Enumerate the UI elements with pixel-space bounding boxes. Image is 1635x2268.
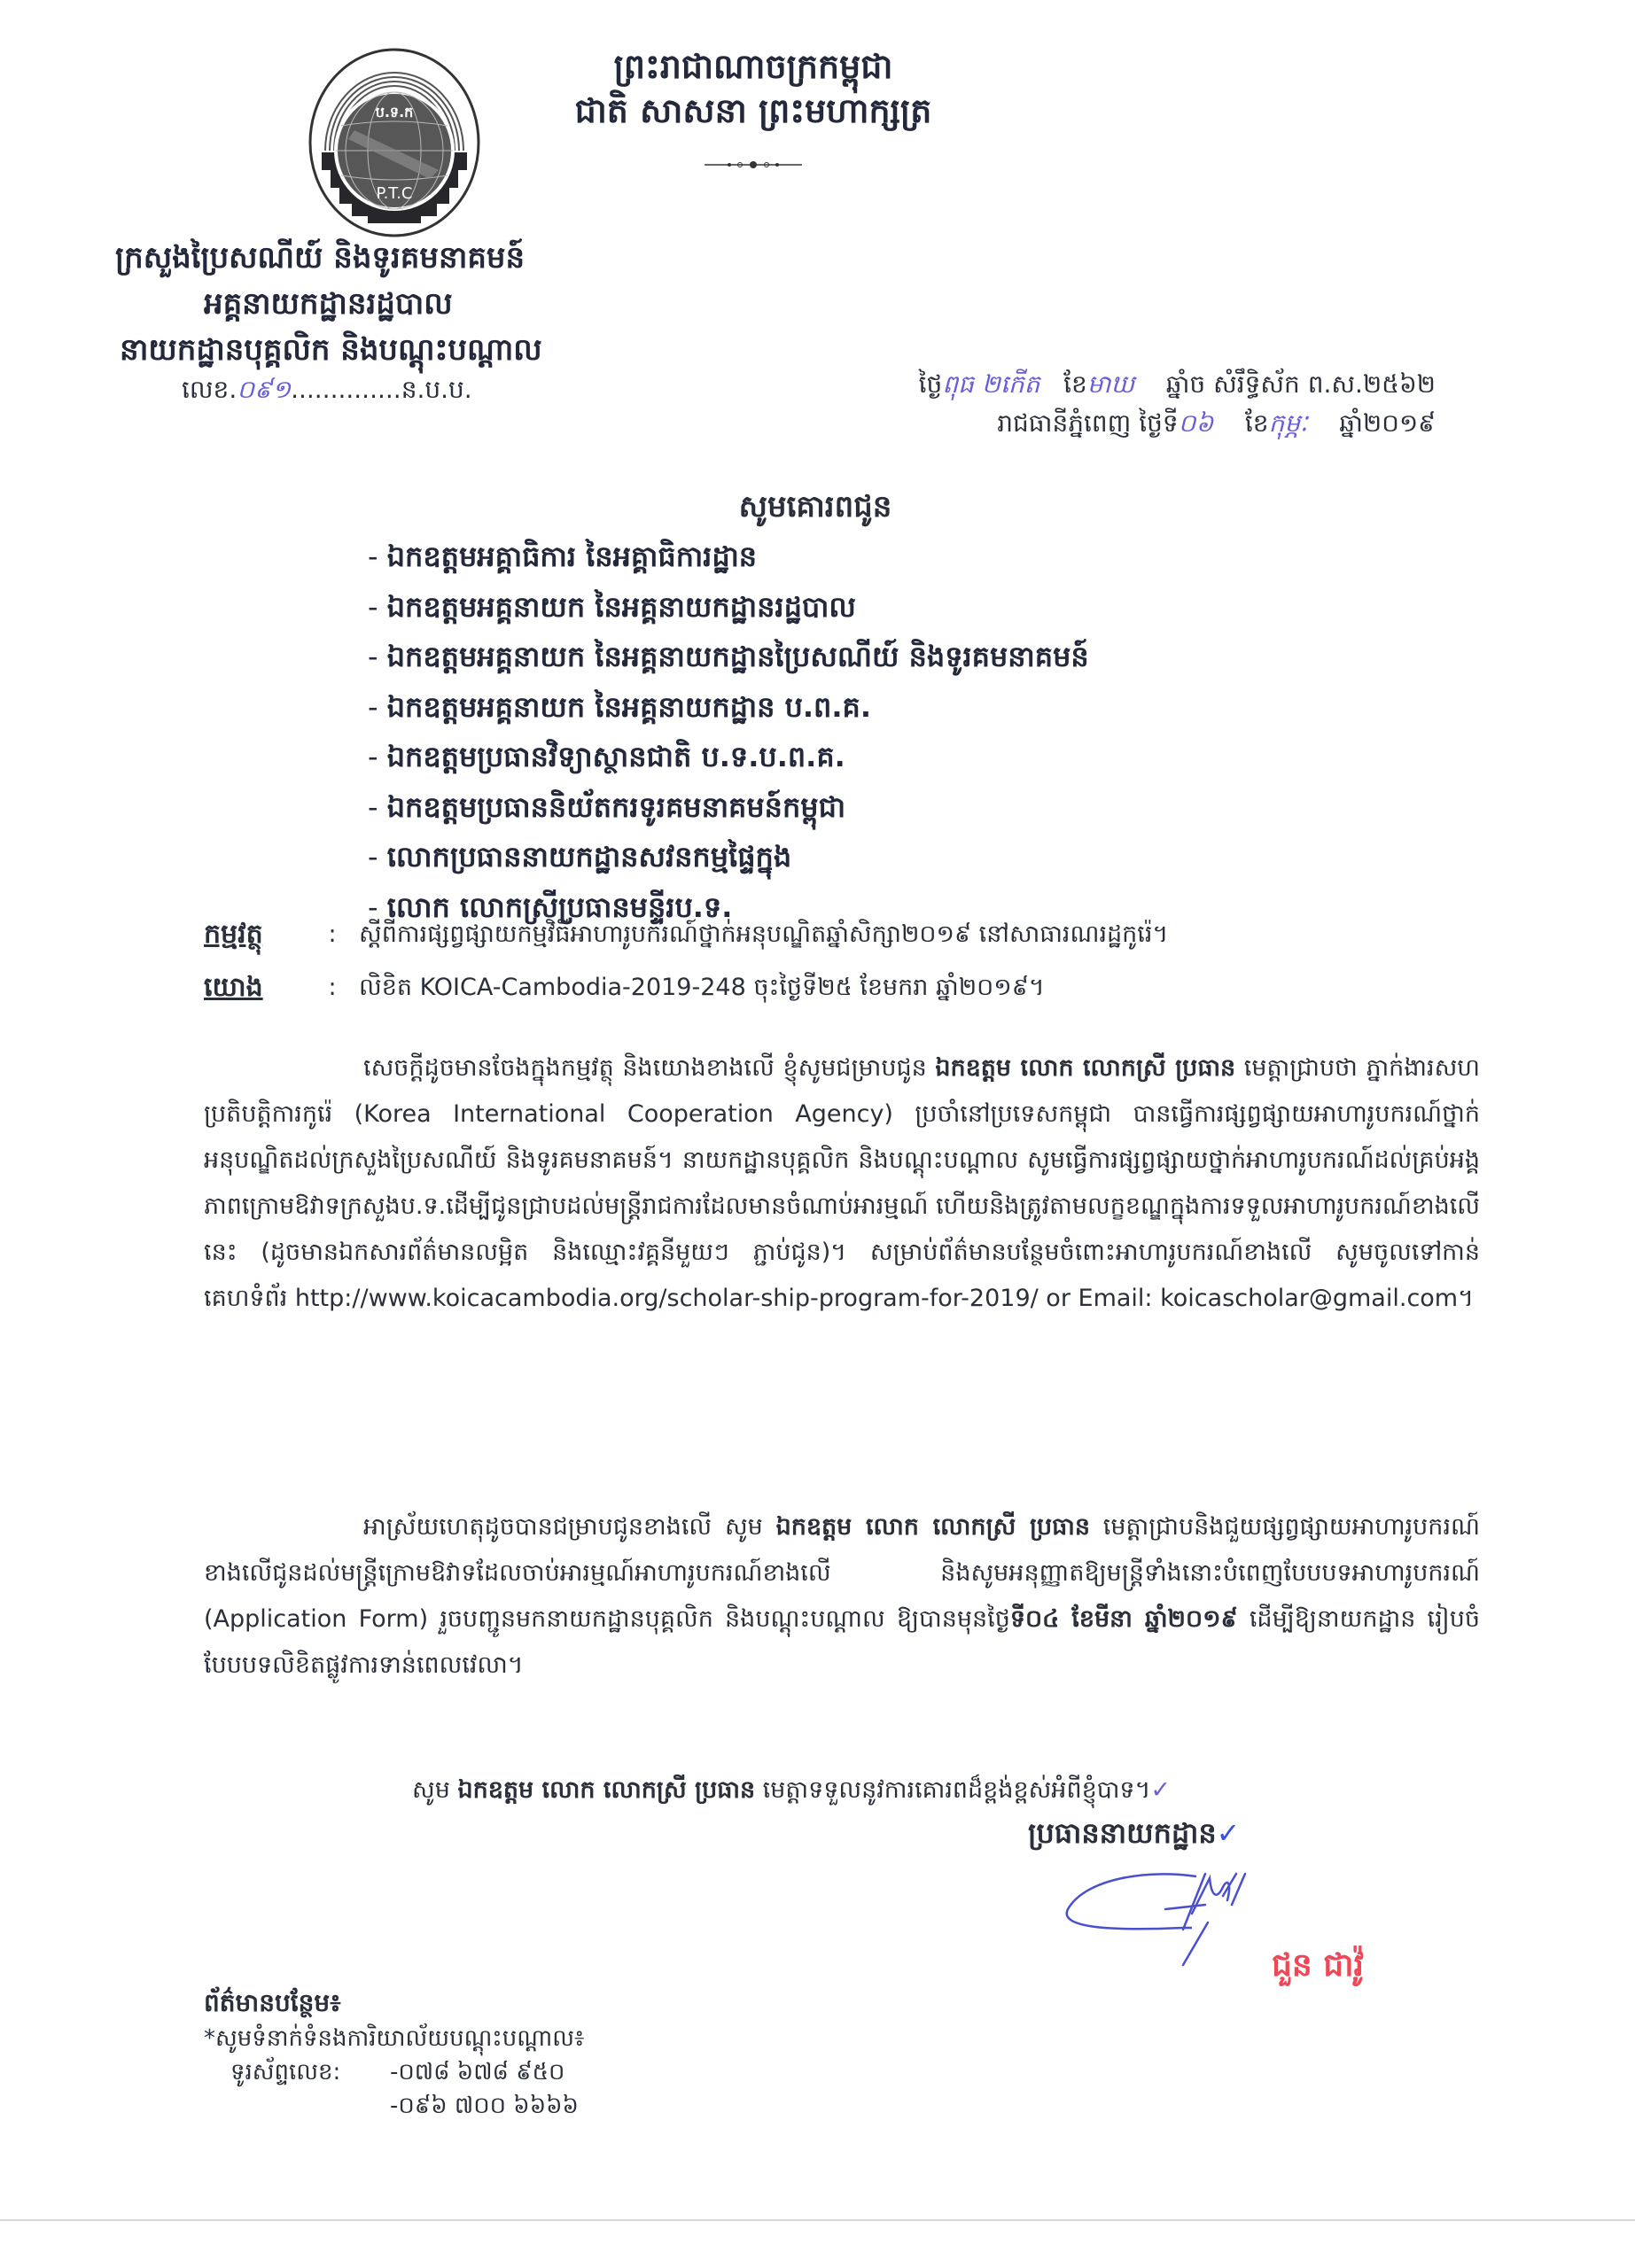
- lunar-day: ពុធ ២កើត: [942, 369, 1040, 399]
- page-bottom-divider: [0, 2219, 1635, 2221]
- kingdom-line-1: ព្រះរាជាណាចក្រកម្ពុជា: [613, 47, 893, 86]
- reference-text: លិខិត KOICA-Cambodia-2019-248 ចុះថ្ងៃទី២៥ ខែមករា ឆ្នាំ២០១៩។: [359, 974, 1045, 1001]
- phone-row-2: [204, 2089, 736, 2123]
- initial-mark-icon: ✓: [1216, 1816, 1241, 1850]
- signatory-title-text: ប្រធាននាយកដ្ឋាន: [1028, 1816, 1217, 1850]
- subject-colon: :: [328, 920, 337, 948]
- body-paragraph-2: [204, 1504, 1480, 1689]
- closing-bold: ឯកឧត្តម លោក លោកស្រី ប្រធាន: [457, 1776, 756, 1804]
- recipient-item: - ឯកឧត្តមអគ្គនាយក នៃអគ្គនាយកដ្ឋានរដ្ឋបាល: [368, 582, 1520, 633]
- subject-row: [204, 917, 1489, 952]
- general-department-name: អគ្គនាយកដ្ឋានរដ្ឋបាល: [204, 286, 453, 322]
- recipient-item: - ឯកឧត្តមអគ្គនាយក នៃអគ្គនាយកដ្ឋានប្រៃសណីយ៍ និងទូរគមនាគមន៍: [368, 632, 1520, 682]
- para2-text-2: មេត្តាជ្រាបនិងជួយផ្សព្វផ្សាយអាហារូបករណ៍ខាងលើជូនដល់មន្ត្រីក្រោមឱវាទដែលចាប់អារម្មណ៍អាហារូបករណ៍ខាងលើ និងសូមអនុញ្ញាតឱ្យមន្ត្រីទាំងនោះបំពេញបែបបទអាហារូបករណ៍ (Application Form) រួចបញ្ជូនមកនាយកដ្ឋានបុគ្គលិក និងបណ្តុះបណ្តាល ឱ្យបានមុនថ្ងៃ: [204, 1513, 1480, 1633]
- para1-bold-1: ឯកឧត្តម លោក លោកស្រី ប្រធាន: [935, 1054, 1236, 1082]
- month-prefix: ខែ: [1063, 369, 1087, 399]
- phone-number: -០៩៦ ៧០០ ៦៦៦៦: [390, 2093, 579, 2119]
- recipient-list: [368, 532, 1520, 932]
- para1-text-2: មេត្តាជ្រាបថា ភ្នាក់ងារសហប្រតិបត្តិការកូរ៉េ (Korea International Cooperation Agency) ប្រចាំនៅប្រទេសកម្ពុជា បានធ្វើការផ្សព្វផ្សាយអាហារូបករណ៍ថ្នាក់អនុបណ្ឌិតដល់ក្រសួងប្រៃសណីយ៍ និងទូរគមនាគមន៍។ នាយកដ្ឋានបុគ្គលិក និងបណ្តុះបណ្តាល សូមធ្វើការផ្សព្វផ្សាយថ្នាក់អាហារូបករណ៍ដល់គ្រប់អង្គភាពក្រោមឱវាទក្រសួងប.ទ.ដើម្បីជូនជ្រាបដល់មន្ត្រីរាជការដែលមានចំណាប់អារម្មណ៍ ហើយនិងត្រូវតាមលក្ខខណ្ឌក្នុងការទទួលអាហារូបករណ៍ខាងលើនេះ (ដូចមានឯកសារព័ត៌មានលម្អិត និងឈ្មោះវគ្គនីមួយៗ ភ្ជាប់ជូន)។ សម្រាប់ព័ត៌មានបន្ថែមចំពោះអាហារូបករណ៍ខាងលើ សូមចូលទៅកាន់គេហទំព័រ: [204, 1054, 1480, 1312]
- reference-colon: :: [328, 974, 337, 1001]
- phone-row-1: [204, 2055, 736, 2089]
- kingdom-line-2: ជាតិ សាសនា ព្រះមហាក្សត្រ: [574, 91, 932, 130]
- lunar-date: [762, 365, 1436, 404]
- place-prefix: រាជធានីភ្នំពេញ ថ្ងៃទី: [997, 408, 1179, 438]
- subject-label: កម្មវត្ថុ: [204, 919, 263, 950]
- info-title: ព័ត៌មានបន្ថែម៖: [204, 1988, 341, 2017]
- para1-text-1: សេចក្តីដូចមានចែងក្នុងកម្មវត្ថុ និងយោងខាងលើ ខ្ញុំសូមជម្រាបជូន: [363, 1054, 936, 1082]
- ref-dots: ..............: [291, 375, 401, 404]
- closing-text-1: សូម: [412, 1776, 458, 1804]
- lunar-prefix: ថ្ងៃ: [918, 369, 943, 399]
- signatory-title: [1028, 1812, 1240, 1854]
- closing-text-2: មេត្តាទទួលនូវការគោរពដ៏ខ្ពង់ខ្ពស់អំពីខ្ញុំបាទ។: [755, 1776, 1151, 1804]
- handwritten-signature-icon: [1050, 1860, 1263, 1976]
- year: ឆ្នាំ២០១៩: [1339, 408, 1436, 438]
- recipient-item: - ឯកឧត្តមអគ្គនាយក នៃអគ្គនាយកដ្ឋាន ប.ព.គ.: [368, 682, 1520, 733]
- recipient-item: - ឯកឧត្តមប្រធានវិទ្យាស្ថានជាតិ ប.ទ.ប.ព.គ.: [368, 732, 1520, 782]
- lunar-month: មាឃ: [1086, 369, 1135, 399]
- subject-text: ស្តីពីការផ្សព្វផ្សាយកម្មវិធីអាហារូបករណ៍ថ្នាក់អនុបណ្ឌិតឆ្នាំសិក្សា២០១៩ នៅសាធារណរដ្ឋកូរ៉េ។: [359, 920, 1169, 948]
- salutation: សូមគោរពជូន: [738, 489, 892, 524]
- body-paragraph-1: [204, 1045, 1480, 1322]
- month-prefix-2: ខែ: [1244, 408, 1269, 438]
- sender-block: [106, 235, 673, 373]
- recipient-item: - ឯកឧត្តមអគ្គាធិការ នៃអគ្គាធិការដ្ឋាន: [368, 532, 1520, 582]
- ref-number: ០៩១: [237, 375, 292, 404]
- phone-label: ទូរស័ព្ទលេខ:: [230, 2059, 341, 2085]
- ministry-name: ក្រសួងប្រៃសណីយ៍ និងទូរគមនាគមន៍: [115, 240, 526, 276]
- para2-text-3: ដើម្បីឱ្យនាយកដ្ឋាន រៀបចំបែបបទលិខិតផ្លូវការទាន់ពេលវេលា។: [204, 1605, 1480, 1679]
- closing-line: [412, 1769, 1387, 1812]
- recipient-item: - លោកប្រធាននាយកដ្ឋានសវនកម្មផ្ទៃក្នុង: [368, 832, 1520, 882]
- initial-mark-icon: ✓: [1150, 1776, 1171, 1804]
- recipient-item: - ឯកឧត្តមប្រធាននិយ័តករទូរគមនាគមន៍កម្ពុជា: [368, 782, 1520, 833]
- ref-suffix: ន.ប.ប.: [401, 375, 472, 404]
- para1-text-3: or Email:: [1038, 1285, 1161, 1312]
- koica-website-link[interactable]: http://www.koicacambodia.org/scholar-ship-program-for-2019/: [294, 1285, 1039, 1312]
- recipient-item: - លោក លោកស្រីប្រធានមន្ទីរប.ទ.: [368, 882, 1520, 933]
- reference-row: [204, 970, 1489, 1006]
- ornament-divider-icon: [705, 158, 802, 170]
- logo-top-text: ប.ទ.ក: [375, 104, 414, 120]
- para2-bold-1: ឯកឧត្តម លោក លោកស្រី ប្រធាន: [775, 1513, 1090, 1541]
- date-block: [762, 365, 1436, 443]
- info-contact: *សូមទំនាក់ទំនងការិយាល័យបណ្តុះបណ្តាល៖: [204, 2025, 585, 2052]
- solar-date: [762, 404, 1436, 443]
- phone-number: -០៧៨ ៦៧៨ ៩៥០: [390, 2059, 565, 2085]
- para1-end: ។: [1458, 1285, 1474, 1312]
- ref-prefix: លេខ: [182, 375, 230, 404]
- signer-name: ជួន ជាវ៉ូ: [1272, 1947, 1364, 1984]
- additional-info: [204, 1984, 736, 2123]
- reference-number: លេខ.០៩១..............ន.ប.ប.: [182, 375, 472, 404]
- reference-label: យោង: [204, 972, 263, 1003]
- para2-text-1: អាស្រ័យហេតុដូចបានជម្រាបជូនខាងលើ សូម: [363, 1513, 776, 1541]
- lunar-year: ឆ្នាំច សំរឹទ្ធិស័ក ព.ស.២៥៦២: [1165, 369, 1436, 399]
- day: ០៦: [1178, 408, 1214, 438]
- logo-bottom-text: P.T.C: [376, 184, 413, 203]
- department-name: នាយកដ្ឋានបុគ្គលិក និងបណ្តុះបណ្តាល: [120, 332, 542, 368]
- kingdom-header: [496, 44, 1010, 133]
- ptc-logo-icon: [306, 46, 483, 239]
- koica-email-link[interactable]: koicascholar@gmail.com: [1160, 1285, 1459, 1312]
- month: កុម្ភៈ: [1268, 408, 1308, 438]
- deadline-date: ទី០៤ ខែមីនា ឆ្នាំ២០១៩: [1009, 1605, 1238, 1633]
